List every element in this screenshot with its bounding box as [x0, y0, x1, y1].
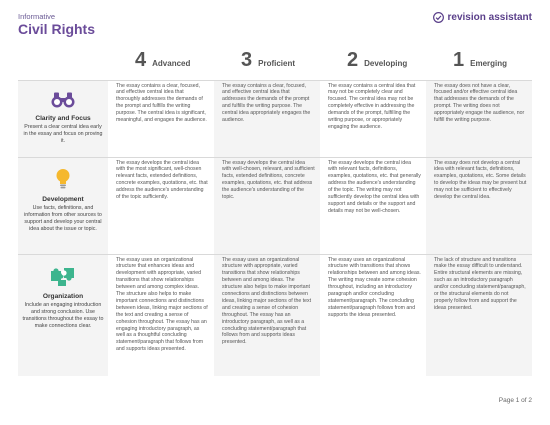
criterion-row-clarity: [18, 80, 532, 157]
rubric-cell-advanced: [108, 254, 214, 376]
rubric-cell-proficient: [214, 80, 320, 157]
cell-text: The essay contains a clear, focused, and effective central idea that addresses the demands of the prompt and fulfills the writing purpose. The central idea appropriately engages the audience.: [222, 82, 311, 124]
brand-logo: [433, 12, 532, 23]
essay-type-label: Informative: [18, 12, 56, 21]
brand-name: revision assistant: [447, 12, 532, 23]
level-header-emerging: [426, 42, 532, 80]
criteria-header-blank: [18, 42, 108, 80]
rubric-cell-proficient: [214, 157, 320, 254]
rubric-cell-emerging: [426, 80, 532, 157]
cell-text: The essay contains a central idea that may not be completely clear and focused. The central idea may not be completely effective in addressing the demands of the prompt, fulfilling the writing purpose, or appropriately engaging the audience.: [328, 82, 416, 130]
level-name: Emerging: [470, 59, 508, 69]
cell-text: The lack of structure and transitions make the essay difficult to understand. Entire structural elements are missing, such as an introductory paragraph and/or concluding statement/paragraph, or the structural elements do not properly follow from and support the ideas presented.: [434, 256, 526, 311]
criterion-name: Clarity and Focus: [35, 114, 91, 122]
level-name: Proficient: [258, 59, 296, 69]
cell-text: The essay uses an organizational structure with appropriate, varied transitions that show relationships between and among ideas. The structure also helps to make important connections and distinctions between ideas, linking major sections of the text and creating a sense of cohesion throughout. The essay has an introductory paragraph, as well as a concluding statement/paragraph that follows from and supports ideas presented.: [222, 256, 312, 346]
rubric-cell-advanced: [108, 80, 214, 157]
brand-check-icon: [433, 12, 444, 23]
rubric-cell-proficient: [214, 254, 320, 376]
binoculars-icon: [50, 91, 76, 109]
level-number: 4: [135, 49, 147, 72]
criterion-cell: [18, 80, 108, 157]
criterion-row-development: [18, 157, 532, 254]
cell-text: The essay develops the central idea with well-chosen, relevant, and sufficient facts, extended definitions, concrete examples, quotations, etc. that address the audience's understanding of the topic.: [222, 159, 315, 201]
criterion-cell: [18, 254, 108, 376]
lightbulb-icon: [55, 168, 71, 190]
criterion-cell: [18, 157, 108, 254]
criterion-description: Include an engaging introduction and strong conclusion. Use transitions throughout the essay to make connections clear.: [22, 301, 104, 329]
cell-text: The essay uses an organizational structure with transitions that shows relationships between and among ideas. The writing may create some cohesion throughout, including an introductory paragraph and/or concluding statement/paragraph. The concluding statement/paragraph follows from and supports the ideas presented.: [328, 256, 421, 318]
rubric-cell-developing: [320, 80, 426, 157]
cell-text: The essay develops the central idea with relevant facts, definitions, examples, quotations, etc. that generally address the audience's understanding of the topic. The writing may not sufficiently develop the central idea with support and details or the support and details may not be well-chosen.: [328, 159, 421, 214]
rubric-cell-emerging: [426, 254, 532, 376]
cell-text: The essay contains a clear, focused, and effective central idea that thoroughly addresses the demands of the prompt and fulfills the writing purpose. The central idea is significant, meaningful, and engages the audience.: [116, 82, 207, 124]
level-name: Advanced: [152, 59, 191, 69]
criterion-name: Organization: [42, 292, 84, 300]
criterion-description: Present a clear central idea early in the essay and focus on proving it.: [23, 123, 103, 144]
level-header-developing: [320, 42, 426, 80]
rubric-table: [18, 42, 532, 376]
rubric-cell-developing: [320, 254, 426, 376]
page-number: Page 1 of 2: [498, 397, 532, 404]
level-name: Developing: [364, 59, 408, 69]
level-number: 1: [453, 49, 465, 72]
level-header-advanced: [108, 42, 214, 80]
cell-text: The essay develops the central idea with the most significant, well-chosen relevant facts, extended definitions, concrete examples, quotations, etc. that address the audience's understanding of the topic sufficiently.: [116, 159, 208, 201]
level-header-row: [18, 42, 532, 80]
cell-text: The essay does not develop a central idea with relevant facts, definitions, examples, quotations, etc. Some details to develop the ideas may be present but may not be sufficient to effectively develop the central idea.: [434, 159, 527, 201]
criterion-row-organization: [18, 254, 532, 376]
puzzle-icon: [49, 265, 77, 287]
cell-text: The essay uses an organizational structure that enhances ideas and development with appropriate, varied transitions that show relationships between and among complex ideas. The structure also helps to make important connections and distinctions between ideas, linking major sections of the text and creating a sense of cohesion throughout. The essay has an engaging introductory paragraph, as well as a thoughtful concluding statement/paragraph that follows from and supports ideas presented.: [116, 256, 208, 353]
level-header-proficient: [214, 42, 320, 80]
rubric-cell-emerging: [426, 157, 532, 254]
rubric-cell-advanced: [108, 157, 214, 254]
cell-text: The essay does not have a clear, focused and/or effective central idea that addresses the demands of the prompt. The writing does not appropriately engage the audience, nor fulfill the writing purpose.: [434, 82, 525, 124]
page-header: [18, 8, 532, 44]
criterion-description: Use facts, definitions, and information from other sources to support and develop your central idea about the issue or topic.: [24, 204, 102, 232]
rubric-cell-developing: [320, 157, 426, 254]
page-title: Civil Rights: [18, 21, 96, 37]
level-number: 2: [347, 49, 359, 72]
level-number: 3: [241, 49, 253, 72]
criterion-name: Development: [42, 195, 84, 203]
